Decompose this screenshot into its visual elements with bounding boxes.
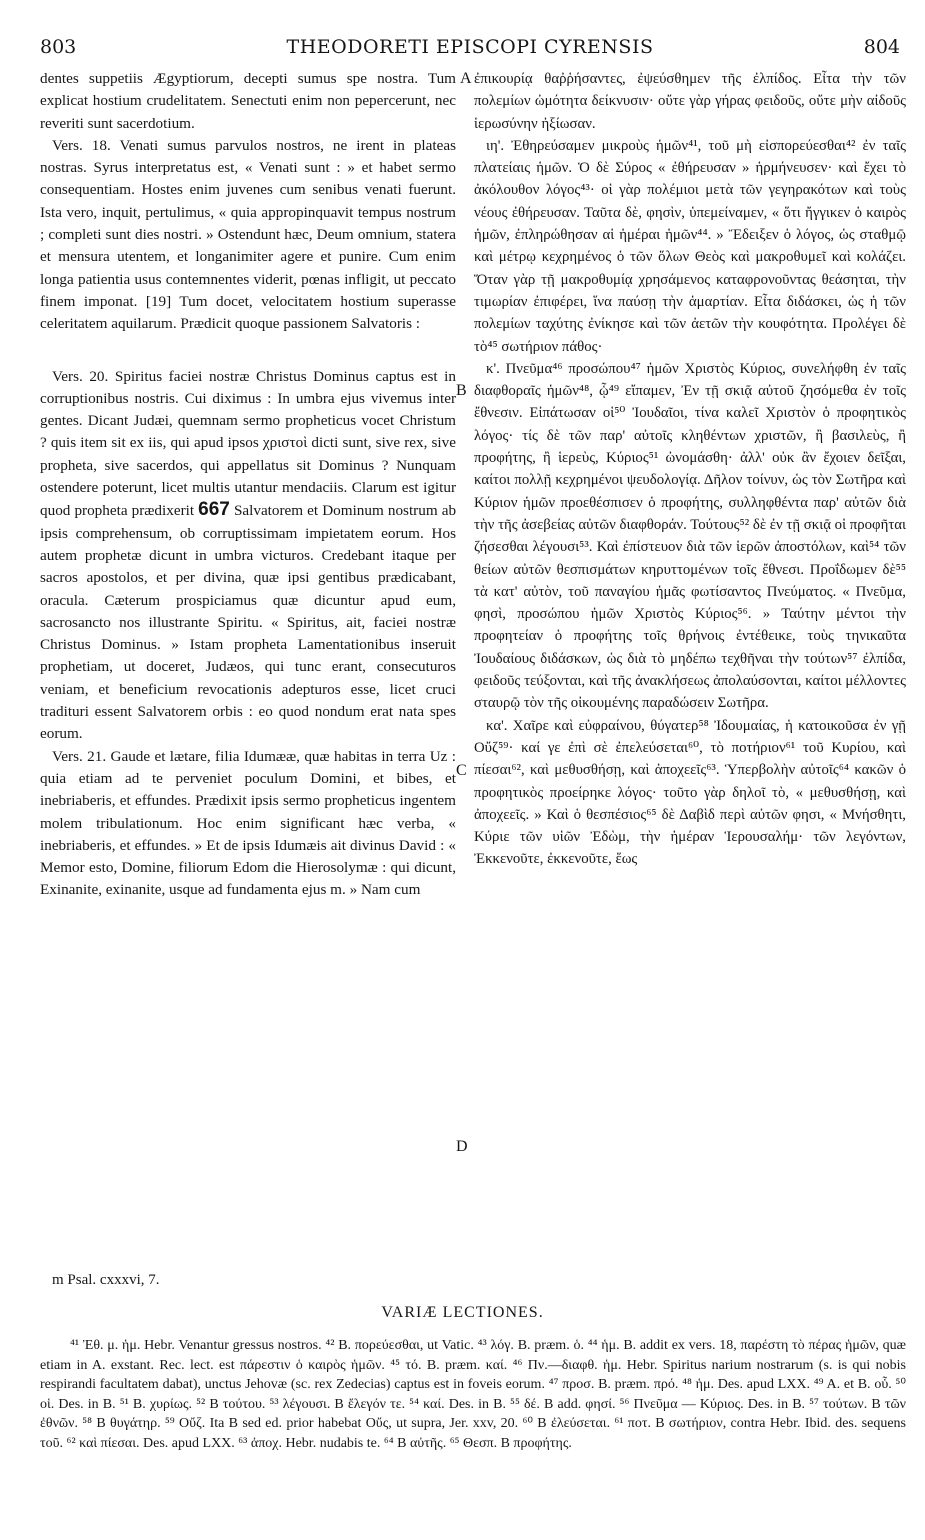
latin-column bbox=[40, 68, 456, 902]
latin-paragraph-2: Vers. 18. Venati sumus parvulos nostros, ne irent in plateas nostras. Syrus interpretatus est, « Venati sunt : » et habet sermo consequentiam. Hostes enim juvenes cum senibus venati fuerunt. Ista vero, inquit, pertulimus, « quia appropinquavit tempus nostrum ; completi sunt dies nostri. » Ostendunt hæc, Deum omnium, statera et mensura utentem, et longanimiter agere et punire. Cum enim longa patientia usus contemnentes viderit, pœnas infligit, ut peccato finem imponat. [19] Tum docet, velocitatem hostium superasse celeritatem aquilarum. Prædicit quoque passionem Salvatoris : bbox=[40, 136, 456, 333]
column-gap bbox=[40, 336, 456, 366]
latin-paragraph-3a: Vers. 20. Spiritus faciei nostræ Christus Dominus captus est in corruptionibus nostris. Cui diximus : In umbra ejus vivemus inter gentes. Dicant Judæi, quemnam sermo propheticus vocet Christum ? quis item sit ex iis, qui apud ipsos χριστοὶ dicti sunt, sive rex, sive propheta, sive sacerdos, qui appellatus sit Dominus ? Nunquam ostendere poterunt, licet multis utantur mendaciis. Clarum est igitur quod propheta prædixerit bbox=[40, 367, 456, 520]
variae-lectiones-heading: VARIÆ LECTIONES. bbox=[381, 1304, 544, 1321]
variae-lectiones bbox=[40, 1336, 906, 1453]
latin-paragraph-1: dentes suppetiis Ægyptiorum, decepti sumus spe nostra. Tum explicat hostium crudelitatem. Senectuti enim non pepercerunt, nec reveriti sunt sacerdotium. bbox=[40, 70, 456, 132]
margin-letter-c: C bbox=[456, 762, 467, 779]
column-number: 667 bbox=[198, 499, 230, 521]
page-number-right: 804 bbox=[863, 36, 900, 58]
greek-paragraph-1: ἐπικουρίᾳ θαῤῥήσαντες, ἐψεύσθημεν τῆς ἐλπίδος. Εἶτα τὴν τῶν πολεμίων ὠμότητα δείκνυσιν· οὔτε γὰρ γήρας φειδοῦς, οὔτε μὴν αἰδοῦς ἱερωσύνην ἠξίωσαν. bbox=[474, 71, 906, 132]
greek-paragraph-4: κα'. Χαῖρε καὶ εὐφραίνου, θύγατερ⁵⁸ Ἰδουμαίας, ἡ κατοικοῦσα ἐν γῇ Οὔζ⁵⁹· καί γε ἐπὶ σὲ ἐπελεύσεται⁶⁰, τὸ ποτήριον⁶¹ τοῦ Κυρίου, καὶ πίεσαι⁶², καὶ μεθυσθήσῃ, καὶ ἀποχεεῖς⁶³. Ὑπερβολὴν αὐτοῖς⁶⁴ κακῶν ὁ προφητικὸς προείρηκε λόγος· τοῦτο γὰρ δηλοῖ τὸ, « μεθυσθήσῃ, καὶ ἀποχεεῖς. » Καὶ ὁ θεσπέσιος⁶⁵ δὲ Δαβὶδ περὶ αὐτῶν φησι, « Μνήσθητι, Κύριε τῶν υἱῶν Ἐδὼμ, τὴν ἡμέραν Ἱερουσαλήμ· τῶν λεγόντων, Ἐκκενοῦτε, ἐκκενοῦτε, ἕως bbox=[474, 717, 906, 868]
scripture-footnote: m Psal. cxxxvi, 7. bbox=[52, 1272, 160, 1288]
margin-letter-b: B bbox=[456, 382, 467, 399]
greek-paragraph-3: κ'. Πνεῦμα⁴⁶ προσώπου⁴⁷ ἡμῶν Χριστὸς Κύριος, συνελήφθη ἐν ταῖς διαφθοραῖς ἡμῶν⁴⁸, ᾧ⁴⁹ εἴπαμεν, Ἐν τῇ σκιᾷ αὐτοῦ ζησόμεθα ἐν τοῖς ἔθνεσιν. Εἰπάτωσαν οἱ⁵⁰ Ἰουδαῖοι, τίνα καλεῖ Χριστὸν ὁ προφητικὸς λόγος· τίς δὲ τῶν παρ' αὐτοῖς κληθέντων χριστῶν, ἢ βασιλεὺς, ἢ προφήτης, ἢ ἱερεὺς, Κύριος⁵¹ ὠνομάσθη· ἀλλ' οὐκ ἂν ἔχοιεν δεῖξαι, καίτοι πολλῇ κεχρημένοι ψευδολογίᾳ. Δῆλον τοίνυν, ὡς τὸν Σωτῆρα καὶ Κύριον ἡμῶν προεθέσπισεν ὁ προφήτης, συλληφθέντα παρ' αὐτῶν διὰ τὴν τῆς ἀσεβείας αὐτῶν διαφθοράν. Τούτους⁵² δὲ ἐν τῇ σκιᾷ οἱ προφῆται ζήσεσθαι λέγουσι⁵³. Καὶ ἐπίστευον διὰ τῶν ἱερῶν ἀποστόλων, καὶ⁵⁴ τῶν θείων αὐτῶν θεσπισμάτων κηρυττομένων τοῖς ἔθνεσι. Προΐδωμεν δὲ⁵⁵ τὰ κατ' αὐτὸν, τοῦ παναγίου ἡμᾶς φωτίσαντος Πνεύματος. « Πνεῦμα, φησὶ, προσώπου ἡμῶν Χριστὸς Κύριος⁵⁶. » Ταύτην μέντοι τὴν προφητείαν ὁ προφήτης τοῖς θρήνοις ἐντέθεικε, τοὺς τηνικαῦτα Ἰουδαίους διδάσκων, ὡς διὰ τὸ μηδέπω τεχθῆναι τὴν τούτων⁵⁷ ἐλπίδα, φειδοῦς τεύξονται, καὶ τῆς ἀνακλήσεως ἀπολαύσονται, καίτοι μέλλοντες σταυρῷ τὸν τῆς οἰκουμένης παραδώσειν Σωτῆρα. bbox=[474, 360, 906, 712]
margin-letter-d: D bbox=[456, 1138, 468, 1155]
greek-column bbox=[474, 68, 906, 871]
running-title: THEODORETI EPISCOPI CYRENSIS bbox=[286, 36, 654, 58]
greek-paragraph-2: ιη'. Ἐθηρεύσαμεν μικροὺς ἡμῶν⁴¹, τοῦ μὴ εἰσπορεύεσθαι⁴² ἐν ταῖς πλατείαις ἡμῶν. Ὁ δὲ Σύρος « ἐθήρευσαν » ἡρμήνευσεν· καὶ ἔχει τὸ ἀκόλουθον λόγος⁴³· οἱ γὰρ πολέμιοι μετὰ τῶν γεγηρακότων καὶ τοὺς νέους ἐθήρευσαν. Ταῦτα δὲ, φησὶν, ὑπεμείναμεν, « ὅτι ἤγγικεν ὁ καιρὸς ἡμῶν, ἐπληρώθησαν αἱ ἡμέραι ἡμῶν⁴⁴. » Ἔδειξεν ὁ λόγος, ὡς σταθμῷ καὶ μέτρῳ κεχρημένος ὁ τῶν ὅλων Θεὸς καὶ μακροθυμεῖ καὶ κολάζει. Ὅταν γὰρ τῇ μακροθυμίᾳ χρησάμενος καταφρονοῦντας θεάσηται, τὴν τιμωρίαν ἐπιφέρει, ἵνα παύσῃ τὴν ἁμαρτίαν. Εἶτα διδάσκει, ὡς ἡ τῶν πολεμίων ταχύτης ἐνίκησε καὶ τῶν ἀετῶν τὴν κουφότητα. Προλέγει δὲ τὸ⁴⁵ σωτήριον πάθος· bbox=[474, 137, 906, 355]
latin-paragraph-3 bbox=[40, 366, 456, 746]
latin-paragraph-3b: Salvatorem et Dominum nostrum ab ipsis comprehensum, ob corruptissimam impietatem eorum. Hos autem prophetæ dicunt in umbra victuros. Credebant itaque per sacros apostolos, et per divina, quæ ipsi gentibus prædicabant, oracula. Cæterum prospiciamus quæ dicuntur apud eum, sacrosancto nos illustrante Spiritu. « Spiritus, ait, faciei nostræ Christus Dominus. » Istam propheta Lamentationibus inseruit prophetiam, ut doceret, Judæos, qui tunc erant, consecuturos veniam, et beneficium revocationis adepturos esse, licet cruci traditurі essent Salvatorem orbis : eo quod nondum erat nata spes eorum. bbox=[40, 502, 457, 743]
page-header bbox=[40, 36, 900, 64]
variae-lectiones-text: ⁴¹ Ἐθ. μ. ἡμ. Hebr. Venantur gressus nostros. ⁴² B. πορεύεσθαι, ut Vatic. ⁴³ λόγ. B. præm. ὁ. ⁴⁴ ἡμ. B. addit ex vers. 18, παρέστη τὸ πέρας ἡμῶν, quæ etiam in A. exstant. Rec. lect. est πάρεστιν ὁ καιρὸς ἡμῶν. ⁴⁵ τό. B. præm. καί. ⁴⁶ Πν.—διαφθ. ἡμ. Hebr. Spiritus narium nostrarum (s. is qui nobis respirandi facultatem dabat), unctus Jehovæ (sc. rex Zedecias) captus est in foveis eorum. ⁴⁷ προσ. B. præm. πρό. ⁴⁸ ἡμ. Des. apud LXX. ⁴⁹ A. et B. οὗ. ⁵⁰ οἱ. Des. in B. ⁵¹ B. χυρίως. ⁵² B τούτου. ⁵³ λέγουσι. B ἔλεγόν τε. ⁵⁴ καί. Des. in B. ⁵⁵ δέ. B add. φησί. ⁵⁶ Πνεῦμα — Κύριος. Des. in B. ⁵⁷ τούτων. B τῶν ἐθνῶν. ⁵⁸ B θυγάτηρ. ⁵⁹ Οὔζ. Ita B sed ed. prior habebat Οὔς, ut supra, Jer. xxv, 20. ⁶⁰ B ἐλεύσεται. ⁶¹ ποτ. B σωτήριον, contra Hebr. Ibid. des. sequens τοῦ. ⁶² καὶ πίεσαι. Des. apud LXX. ⁶³ ἀποχ. Hebr. nudabis te. ⁶⁴ B αὐτῆς. ⁶⁵ Θεσπ. B προφήτης. bbox=[40, 1338, 907, 1451]
page-number-left: 803 bbox=[40, 36, 77, 58]
margin-letter-a: A bbox=[460, 70, 472, 87]
latin-paragraph-4: Vers. 21. Gaude et lætare, filia Idumææ, quæ habitas in terra Uz : quia etiam ad te perveniet poculum Domini, et bibes, et inebriaberis, et effundes. Prædixit ipsis sermo propheticus ingentem molem tribulationum. Hoc enim significant hæc verba, « inebriaberis, et effundes. » Et de ipsis Idumæis ait divinus David : « Memor esto, Domine, filiorum Edom die Hierosolymæ : qui dicunt, Exinanite, exinanite, usque ad fundamenta ejus m. » Nam cum bbox=[40, 747, 456, 899]
